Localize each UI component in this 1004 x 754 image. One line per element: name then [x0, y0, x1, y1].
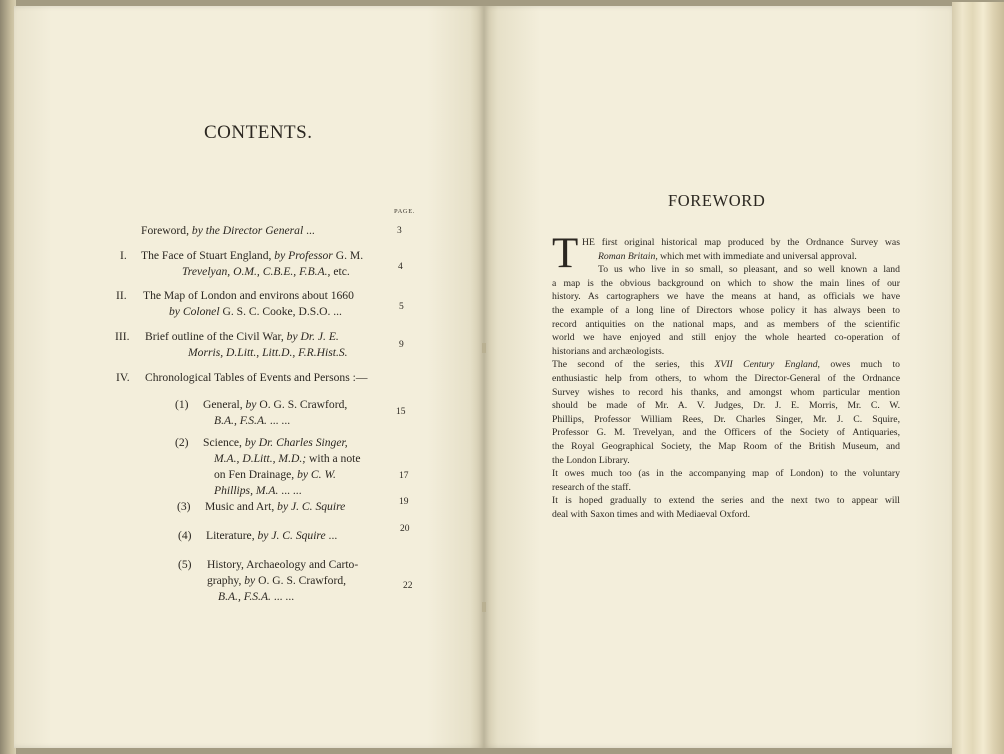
entry-page-number: 5: [399, 302, 404, 312]
page-stack-edge: [952, 2, 1004, 754]
entry-text: Phillips, M.A.: [214, 484, 279, 497]
entry-text: O. G. S. Crawford,: [255, 574, 347, 587]
entry-line: [182, 264, 350, 280]
entry-text: with a note: [306, 452, 361, 465]
entry-text: M.A., D.Litt., M.D.;: [214, 452, 307, 465]
foreword-line: history. As cartographers we have the means at hand, as officials we have: [552, 291, 900, 303]
entry-line: [188, 345, 348, 361]
entry-line: [214, 413, 290, 429]
entry-text: General,: [203, 398, 246, 411]
foreword-line: the Royal Geographical Society, the Map Room of the British Museum, and: [552, 440, 900, 452]
foreword-line: the example of a long line of Directors whose policy it has always been to: [552, 304, 900, 316]
contents-title: CONTENTS.: [204, 122, 313, 143]
entry-page-number: 22: [403, 581, 413, 591]
entry-line: [145, 370, 367, 386]
entry-line: [141, 248, 363, 264]
entry-line: [203, 397, 347, 413]
entry-line: [207, 557, 358, 573]
entry-text: ...: [303, 224, 315, 237]
entry-text: G. M.: [332, 249, 364, 262]
entry-number: (4): [178, 529, 192, 542]
entry-page-number: 4: [398, 262, 403, 272]
foreword-line: Professor G. M. Trevelyan, and the Officers of the Society of Antiquaries,: [552, 427, 900, 439]
foreword-line: research of the staff.: [552, 481, 631, 493]
foreword-line: historians and archæologists.: [552, 345, 665, 357]
entry-number: II.: [116, 289, 127, 302]
entry-page-number: 3: [397, 226, 402, 236]
foreword-line: Roman Britain, which met with immediate and universal approval.: [598, 250, 857, 262]
entry-text: The Face of Stuart England,: [141, 249, 275, 262]
entry-number: (2): [175, 436, 189, 449]
entry-text: Foreword,: [141, 224, 192, 237]
foreword-line: HE first original historical map produced by the Ordnance Survey was: [582, 237, 900, 248]
entry-text: Brief outline of the Civil War,: [145, 330, 287, 343]
foreword-line: deal with Saxon times and with Mediaeval Oxford.: [552, 508, 751, 520]
entry-page-number: 19: [399, 497, 409, 507]
entry-text: by C. W.: [297, 468, 336, 481]
foreword-line: Survey wishes to record his thanks, and amongst whom particular mention: [552, 386, 900, 398]
foreword-title: FOREWORD: [668, 191, 766, 210]
foreword-line: To us who live in so small, so pleasant, and so well known a land: [598, 264, 900, 276]
foreword-line: world we have enjoyed and still enjoy the whole hearted co-operation of: [552, 332, 900, 344]
entry-text: by J. C. Squire: [277, 500, 346, 513]
entry-text: Literature,: [206, 529, 258, 542]
foreword-line: The second of the series, this XVII Century England, owes much to: [552, 359, 901, 371]
entry-text: B.A., F.S.A.: [214, 414, 267, 427]
drop-cap: T: [552, 230, 579, 277]
entry-line: [203, 435, 348, 451]
entry-text: ... ...: [278, 484, 302, 497]
entry-text: ...: [325, 529, 338, 542]
entry-text: etc.: [330, 265, 350, 278]
entry-number: (3): [177, 500, 191, 513]
entry-text: G. S. C. Cooke, D.S.O. ...: [219, 305, 342, 318]
gutter-mark: [482, 343, 486, 353]
entry-text: by Colonel: [169, 305, 220, 318]
entry-page-number: 9: [399, 340, 404, 350]
entry-line: [214, 467, 336, 483]
entry-text: Music and Art,: [205, 500, 278, 513]
entry-text: graphy,: [207, 574, 245, 587]
entry-number: I.: [120, 249, 127, 262]
entry-text: by the Director General: [191, 224, 304, 237]
foreword-line: Phillips, Professor William Rees, Dr. Charles Singer, Mr. J. C. Squire,: [552, 413, 900, 425]
entry-text: by: [245, 398, 257, 411]
entry-line: [205, 499, 345, 515]
entry-page-number: 20: [400, 524, 410, 534]
entry-text: Morris, D.Litt., Litt.D., F.R.Hist.S.: [188, 346, 348, 359]
entry-text: The Map of London and environs about 1660: [143, 289, 354, 302]
entry-line: [214, 451, 361, 467]
foreword-line: enthusiastic help from others, to whom the Director-General of the Ordnance: [552, 372, 900, 384]
entry-number: IV.: [116, 371, 130, 384]
entry-line: [214, 483, 302, 499]
entry-text: O. G. S. Crawford,: [256, 398, 348, 411]
page-column-label: PAGE.: [394, 208, 416, 215]
entry-text: Science,: [203, 436, 245, 449]
entry-page-number: 15: [396, 407, 406, 417]
entry-text: Trevelyan, O.M., C.B.E., F.B.A.,: [182, 265, 331, 278]
entry-number: (5): [178, 558, 192, 571]
foreword-line: should be made of Mr. A. V. Judges, Dr. J. E. Morris, Mr. C. W.: [552, 400, 900, 412]
entry-line: [218, 589, 294, 605]
entry-text: by Professor: [274, 249, 333, 262]
entry-line: [145, 329, 339, 345]
entry-text: by J. C. Squire: [257, 529, 326, 542]
entry-line: [143, 288, 354, 304]
entry-line: [141, 223, 315, 239]
foreword-line: It owes much too (as in the accompanying map of London) to the voluntary: [552, 468, 900, 480]
entry-text: ... ...: [266, 414, 291, 427]
entry-text: B.A., F.S.A.: [218, 590, 271, 603]
entry-text: by Dr. J. E.: [286, 330, 339, 343]
entry-page-number: 17: [399, 471, 409, 481]
entry-text: Chronological Tables of Events and Persons :—: [145, 371, 368, 384]
foreword-line: It is hoped gradually to extend the series and the next two to appear will: [552, 495, 900, 507]
entry-number: (1): [175, 398, 189, 411]
entry-line: [206, 528, 337, 544]
foreword-line: record antiquities on the national maps, and as members of the scientific: [552, 318, 900, 330]
gutter-mark: [482, 602, 486, 612]
entry-line: [207, 573, 346, 589]
foreword-text: [552, 230, 901, 521]
foreword-line: the London Library.: [552, 454, 630, 466]
entry-text: by: [244, 574, 256, 587]
foreword-line: a map is the obvious background on which to show the main lines of our: [552, 277, 900, 289]
entry-text: by Dr. Charles Singer,: [244, 436, 348, 449]
entry-text: ... ...: [270, 590, 295, 603]
entry-text: on Fen Drainage,: [214, 468, 298, 481]
entry-number: III.: [115, 330, 130, 343]
entry-line: [169, 304, 342, 320]
entry-text: History, Archaeology and Carto-: [207, 558, 359, 571]
